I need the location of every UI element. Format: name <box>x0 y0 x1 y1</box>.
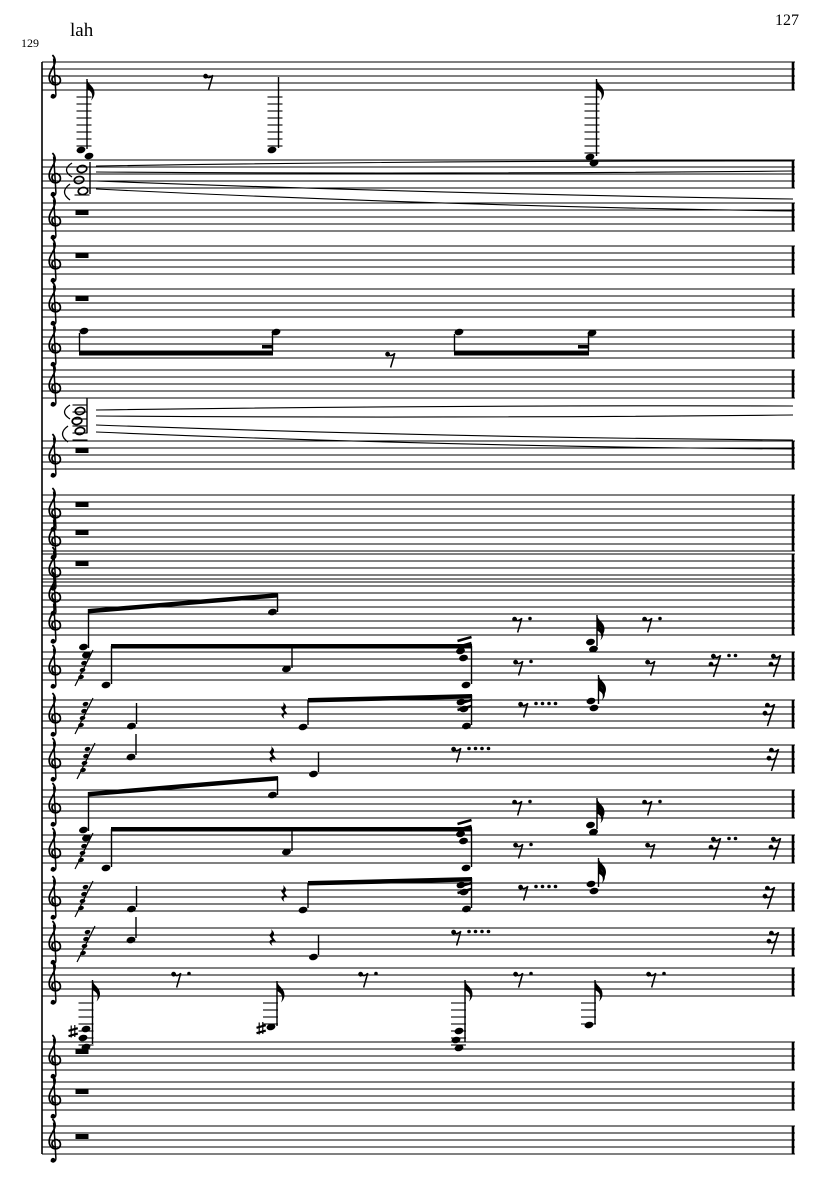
beam <box>308 877 472 886</box>
ledger-lines <box>77 97 92 146</box>
whole-rest-icon <box>76 210 89 215</box>
notehead <box>126 753 136 761</box>
whole-rest-icon <box>76 530 89 535</box>
notehead <box>586 880 596 888</box>
staff <box>42 516 795 560</box>
staff <box>42 153 795 197</box>
notehead <box>298 906 308 914</box>
sixteenth-flag-icon <box>597 615 605 640</box>
notehead <box>81 1025 91 1033</box>
eighth-rest-icon <box>451 930 490 946</box>
staff <box>42 282 795 326</box>
gliss-run <box>75 881 93 917</box>
notehead <box>126 722 136 730</box>
staff <box>42 55 795 99</box>
tie-arc <box>65 184 71 200</box>
notehead <box>267 791 277 799</box>
notehead <box>589 704 599 712</box>
sixteenth-rest-icon <box>769 837 781 860</box>
slur <box>96 171 793 173</box>
notehead-open <box>77 165 88 174</box>
gliss-run <box>77 926 95 962</box>
beam <box>88 593 278 614</box>
notehead <box>586 697 596 705</box>
whole-rest-icon <box>76 448 89 453</box>
staff <box>42 239 795 283</box>
slur <box>96 161 793 166</box>
notehead <box>126 936 136 944</box>
slur <box>96 425 793 440</box>
notehead-open <box>75 427 86 436</box>
staff <box>42 323 795 367</box>
notehead <box>589 887 599 895</box>
gliss-run <box>75 698 93 734</box>
whole-rest-icon <box>76 1134 89 1139</box>
notehead <box>79 327 89 335</box>
beam <box>88 776 278 797</box>
notehead <box>458 654 468 662</box>
beam <box>262 345 273 349</box>
whole-rest-icon <box>76 253 89 258</box>
notehead <box>461 681 471 689</box>
notehead-open <box>72 417 83 426</box>
notehead <box>78 826 88 834</box>
slur <box>96 406 793 410</box>
eighth-rest-icon <box>512 617 532 633</box>
notehead <box>584 1021 594 1029</box>
eighth-rest-icon <box>518 885 557 901</box>
notehead <box>101 864 111 872</box>
staff <box>42 572 795 616</box>
ledger-lines <box>585 97 600 153</box>
notehead <box>101 681 111 689</box>
gliss-run <box>77 743 95 779</box>
notehead <box>76 146 86 154</box>
whole-rest-icon <box>76 296 89 301</box>
tie-arc <box>67 163 73 177</box>
notehead-open <box>78 187 89 196</box>
notehead <box>585 638 595 646</box>
eighth-rest-icon <box>642 800 662 816</box>
tie-arc <box>65 405 71 419</box>
sixteenth-rest-icon <box>769 654 781 677</box>
notehead <box>308 953 318 961</box>
notehead-open <box>75 407 86 416</box>
notehead <box>298 723 308 731</box>
ledger-lines <box>581 1003 596 1024</box>
quarter-rest-icon <box>269 746 276 763</box>
sixteenth-flag-icon <box>599 858 607 883</box>
staff <box>42 1075 795 1119</box>
staff <box>42 921 795 965</box>
beam <box>308 694 472 703</box>
eighth-flag-icon <box>595 980 603 1002</box>
notehead <box>267 146 277 154</box>
staff <box>42 488 795 532</box>
notehead <box>308 770 318 778</box>
slur <box>96 415 793 417</box>
notehead <box>461 864 471 872</box>
notehead <box>451 1036 461 1044</box>
notehead <box>461 905 471 913</box>
notehead <box>454 1027 464 1035</box>
quarter-rest-icon <box>281 702 288 719</box>
eighth-rest-icon <box>385 352 395 368</box>
tie-arc <box>63 426 69 442</box>
notehead <box>461 722 471 730</box>
beam <box>578 345 589 349</box>
staff <box>42 1119 795 1163</box>
notehead <box>585 821 595 829</box>
gliss-run <box>75 650 93 686</box>
eighth-rest-icon <box>646 972 666 988</box>
eighth-rest-icon <box>642 617 662 633</box>
notehead <box>458 837 468 845</box>
beam <box>79 351 273 356</box>
notehead <box>78 1034 88 1042</box>
staff <box>42 645 795 689</box>
eighth-flag-icon <box>465 980 473 1002</box>
staff <box>42 434 795 478</box>
sixteenth-flag-icon <box>599 675 607 700</box>
notehead <box>454 328 464 336</box>
whole-rest-icon <box>76 561 89 566</box>
eighth-flag-icon <box>93 980 101 1002</box>
ledger-lines <box>263 1003 278 1024</box>
sixteenth-rest-icon <box>709 654 738 677</box>
notehead <box>78 643 88 651</box>
staff <box>42 547 795 591</box>
notehead <box>84 152 94 160</box>
staff <box>42 738 795 782</box>
eighth-rest-icon <box>171 972 191 988</box>
gliss-run <box>75 833 93 869</box>
notehead <box>267 608 277 616</box>
page-number: 127 <box>775 12 799 29</box>
measure-number: 129 <box>21 36 39 50</box>
staff <box>42 363 795 407</box>
whole-rest-icon <box>76 1089 89 1094</box>
quarter-rest-icon <box>281 885 288 902</box>
ledger-lines <box>268 97 283 146</box>
eighth-flag-icon <box>277 981 285 1003</box>
notehead <box>126 905 136 913</box>
lyric-label: lah <box>70 20 94 41</box>
slur <box>96 181 793 199</box>
whole-rest-icon <box>76 502 89 507</box>
eighth-rest-icon <box>358 972 378 988</box>
quarter-rest-icon <box>269 929 276 946</box>
eighth-rest-icon <box>451 747 490 763</box>
staff <box>42 828 795 872</box>
staff <box>42 961 795 1005</box>
sixteenth-flag-icon <box>597 798 605 823</box>
sharp-icon <box>69 1025 78 1038</box>
eighth-rest-icon <box>512 800 532 816</box>
eighth-rest-icon <box>518 702 557 718</box>
notehead-open <box>74 176 85 185</box>
eighth-rest-icon <box>513 972 533 988</box>
beam <box>454 351 589 356</box>
staff <box>42 1035 795 1079</box>
sixteenth-rest-icon <box>709 837 738 860</box>
